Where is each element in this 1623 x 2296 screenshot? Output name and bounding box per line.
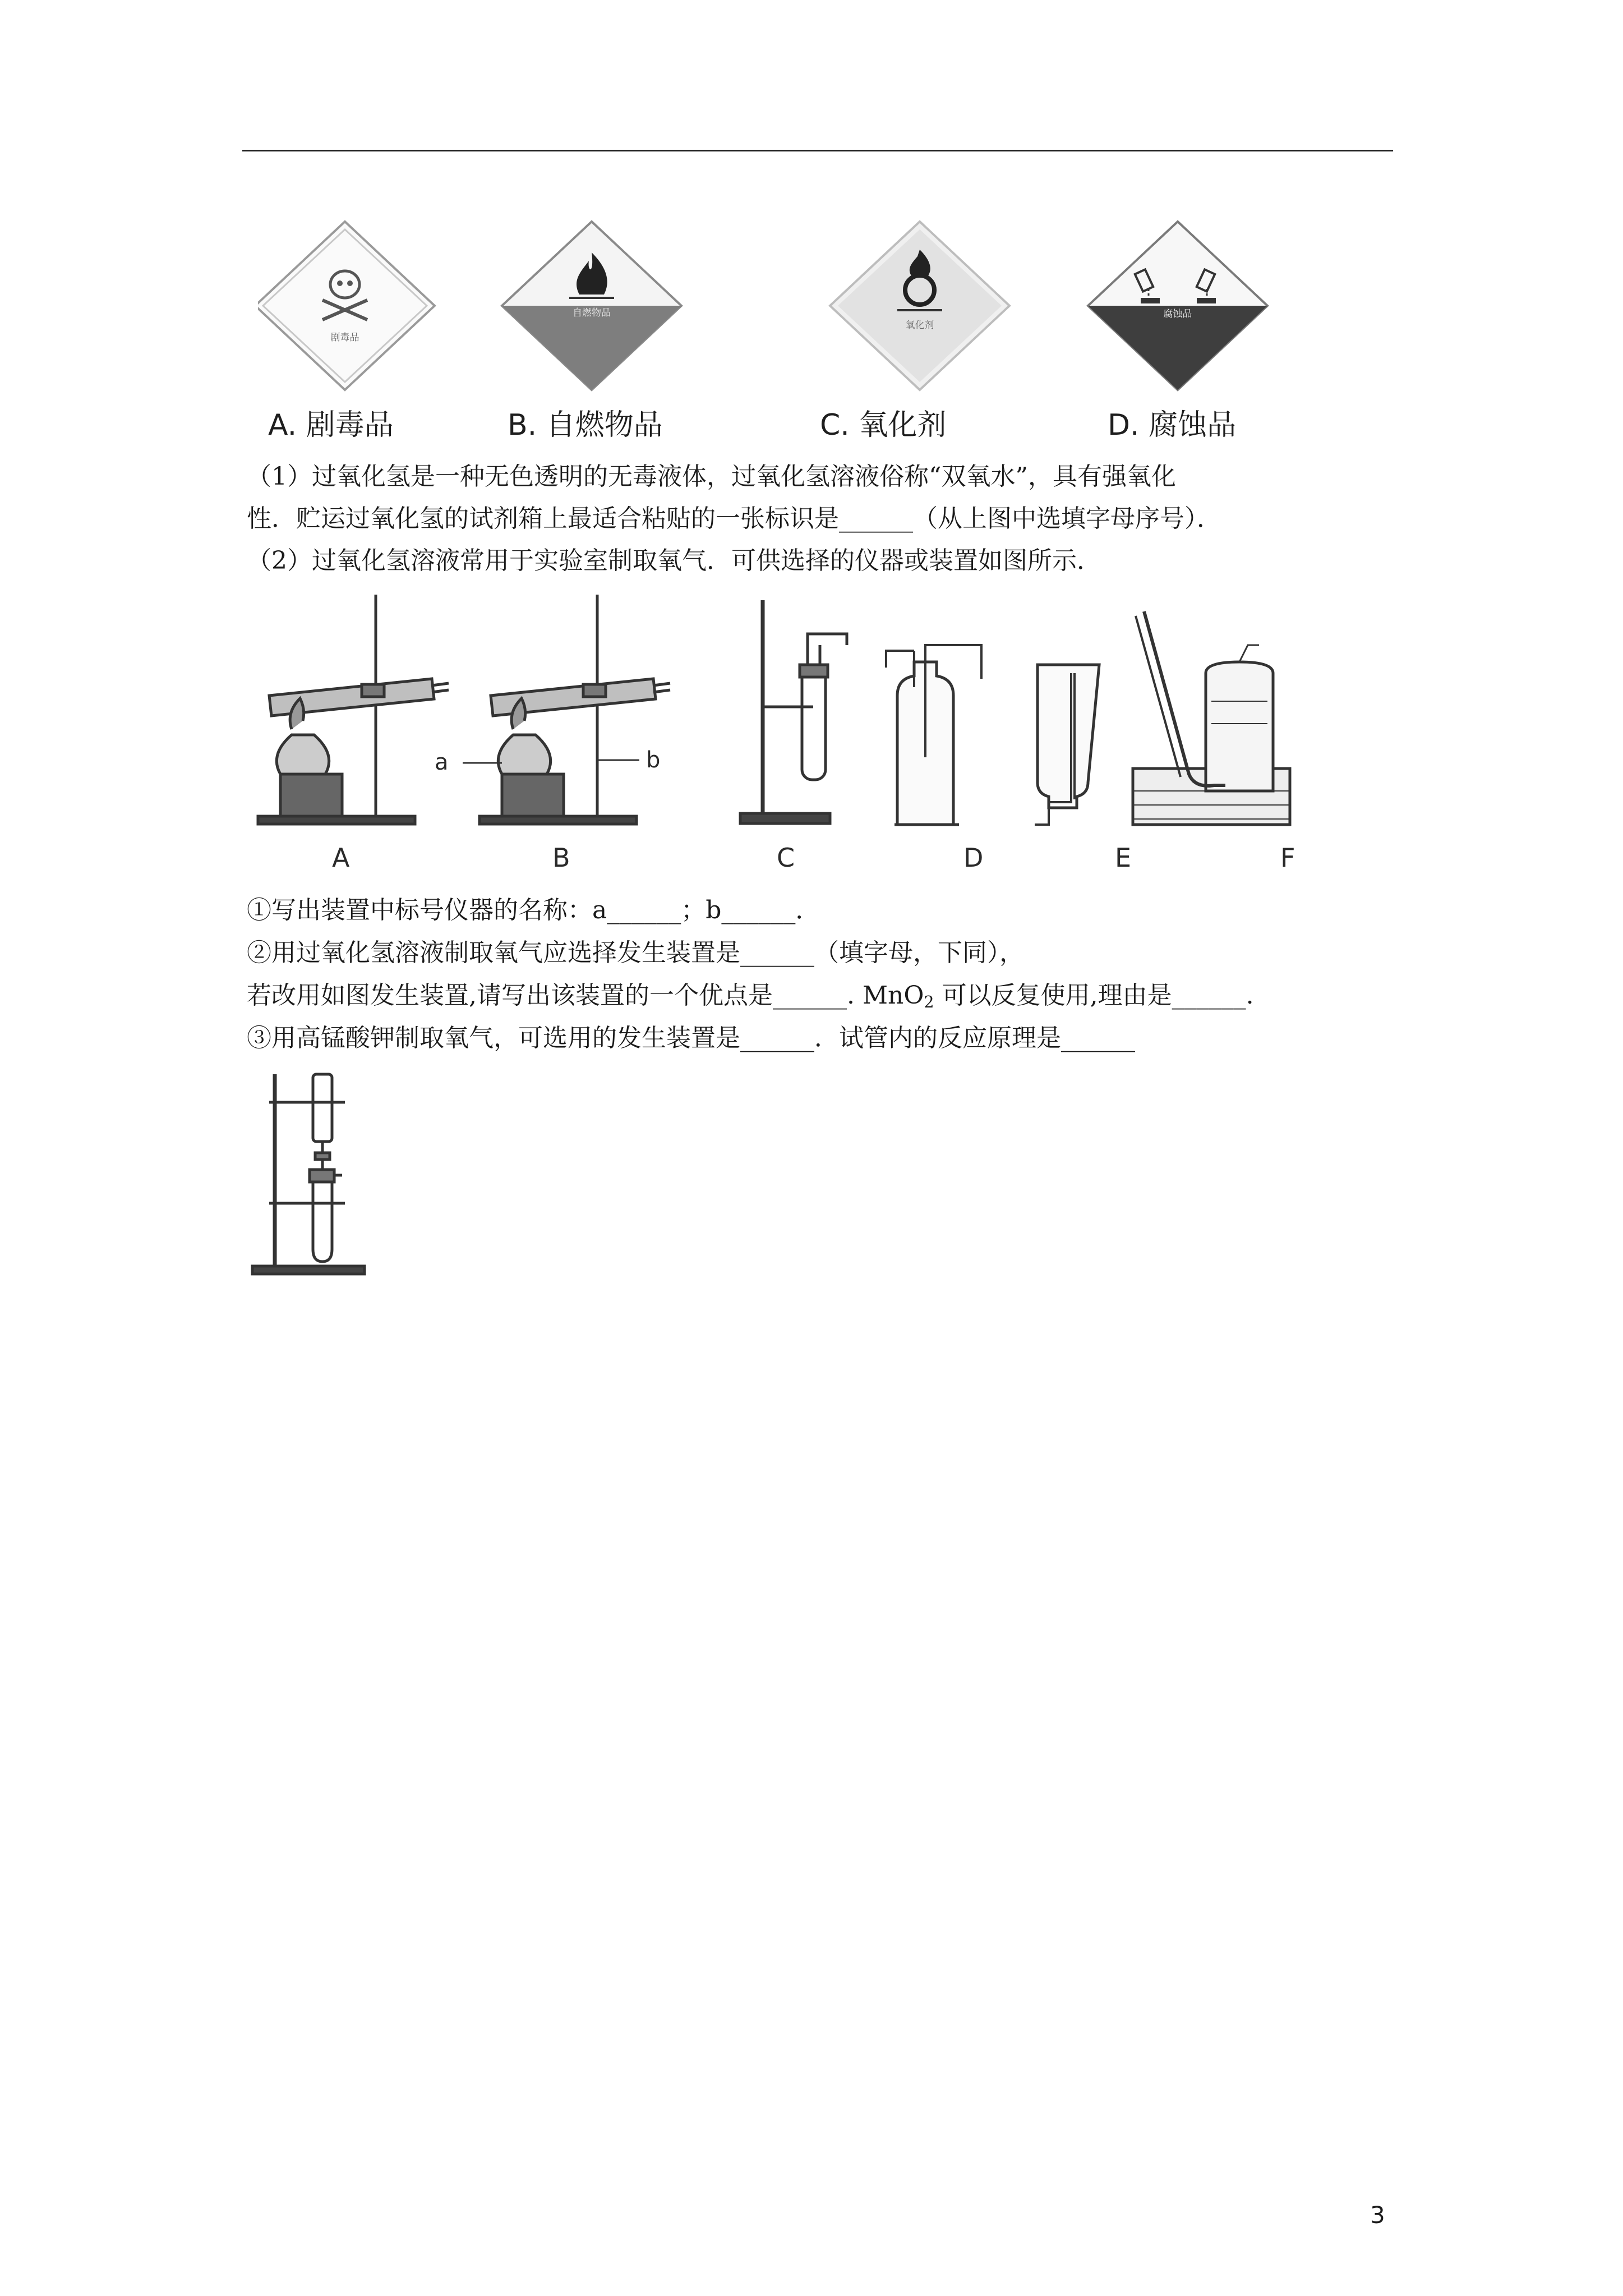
sign-toxic-text: 剧毒品 <box>330 332 359 343</box>
sign-label-b: B. 自燃物品 <box>508 408 663 442</box>
question-1-line-1: （1）过氧化氢是一种无色透明的无毒液体，过氧化氢溶液俗称“双氧水”，具有强氧化 <box>247 462 1176 491</box>
apparatus-f <box>1133 611 1290 825</box>
sub-question-2-line-2-part-b: 可以反复使用,理由是______. <box>934 981 1254 1010</box>
apparatus-b <box>463 595 670 824</box>
sign-label-a: A. 剧毒品 <box>268 408 394 442</box>
question-1-line-2: 性．贮运过氧化氢的试剂箱上最适合粘贴的一张标识是______（从上图中选填字母序号）． <box>247 504 1221 533</box>
apparatus-label-d: D <box>963 843 984 873</box>
callout-b: b <box>646 747 661 773</box>
hazard-signs-figure <box>258 219 1357 393</box>
apparatus-label-a: A <box>332 843 350 873</box>
mno2-subscript: 2 <box>924 992 934 1012</box>
header-rule <box>242 150 1393 151</box>
apparatus-label-e: E <box>1115 843 1132 873</box>
apparatus-label-f: F <box>1280 843 1295 873</box>
question-2-line-1: （2）过氧化氢溶液常用于实验室制取氧气．可供选择的仪器或装置如图所示． <box>247 546 1101 575</box>
sign-oxidizer-text: 氧化剂 <box>905 320 934 331</box>
sign-spontaneous-combustion-text: 自燃物品 <box>573 307 611 319</box>
apparatus-label-b: B <box>552 843 570 873</box>
sign-corrosive-text: 腐蚀品 <box>1163 309 1192 320</box>
sub-question-3: ③用高锰酸钾制取氧气，可选用的发生装置是______．试管内的反应原理是______ <box>247 1024 1135 1052</box>
sign-label-d: D. 腐蚀品 <box>1108 408 1237 442</box>
sub-question-2-line-1: ②用过氧化氢溶液制取氧气应选择发生装置是______（填字母，下同）， <box>247 938 1024 967</box>
sub-question-2-line-2 <box>247 975 1254 1023</box>
apparatus-e <box>1035 665 1099 825</box>
funnel-apparatus-figure <box>247 1063 376 1276</box>
apparatus-a <box>258 595 449 824</box>
sign-corrosive <box>1088 222 1267 390</box>
sign-oxidizer <box>830 222 1009 390</box>
sign-label-c: C. 氧化剂 <box>820 408 947 442</box>
callout-a: a <box>435 749 449 775</box>
sub-question-1: ①写出装置中标号仪器的名称：a______；b______． <box>247 896 820 924</box>
apparatus-c <box>740 600 847 823</box>
sub-question-2-line-2-part-a: 若改用如图发生装置,请写出该装置的一个优点是______. MnO <box>247 981 924 1010</box>
apparatus-d <box>886 645 981 825</box>
page-number: 3 <box>1370 2201 1385 2229</box>
sign-spontaneous-combustion <box>502 222 681 390</box>
apparatus-label-c: C <box>777 843 795 873</box>
sign-toxic <box>258 222 435 390</box>
apparatus-figure <box>247 589 1391 836</box>
